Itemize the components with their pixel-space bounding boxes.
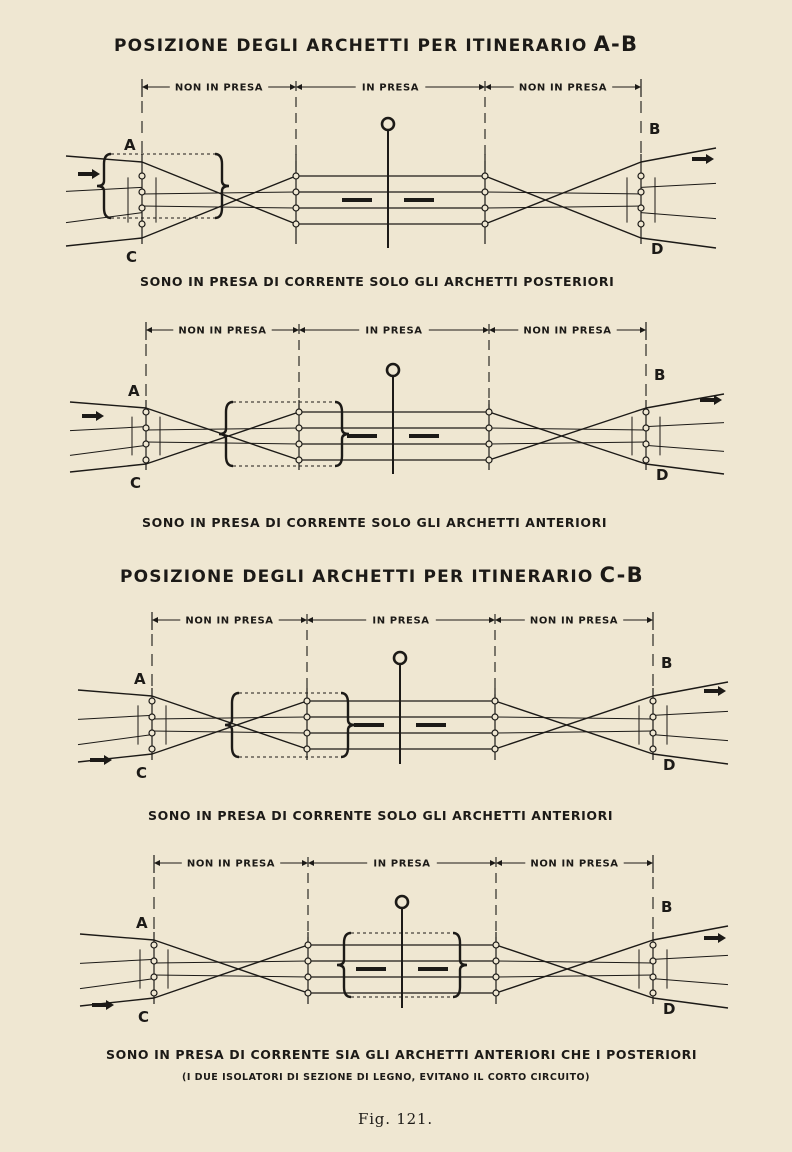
zone-in-label: IN PRESA bbox=[361, 82, 420, 94]
zone-out-right-arrowhead-right bbox=[647, 617, 653, 623]
approach-conductor-left-2 bbox=[154, 975, 308, 977]
zone-in-arrowhead-left bbox=[299, 327, 305, 333]
wire-right-mid-upper bbox=[653, 955, 728, 959]
contact-node-0-2 bbox=[143, 441, 149, 447]
caption-3: SONO IN PRESA DI CORRENTE SOLO GLI ARCHETTI ANTERIORI bbox=[148, 808, 614, 823]
wire-left-lower bbox=[66, 238, 142, 246]
zone-in-arrowhead-left bbox=[308, 860, 314, 866]
contact-node-2-3 bbox=[482, 221, 488, 227]
caption-4: SONO IN PRESA DI CORRENTE SIA GLI ARCHETTI ANTERIORI CHE I POSTERIORI bbox=[106, 1047, 698, 1062]
wire-cross-to-b bbox=[496, 940, 653, 993]
contact-node-0-2 bbox=[149, 730, 155, 736]
contact-node-2-0 bbox=[492, 698, 498, 704]
contact-node-1-0 bbox=[296, 409, 302, 415]
bow-collector-front bbox=[337, 933, 351, 997]
corner-label-a: A bbox=[136, 914, 148, 932]
contact-node-2-0 bbox=[493, 942, 499, 948]
bow-collector-rear bbox=[341, 693, 355, 757]
wire-left-mid-upper bbox=[80, 959, 154, 963]
diagram-3 bbox=[0, 598, 792, 798]
entry-arrow bbox=[92, 1000, 114, 1010]
wire-left-upper bbox=[80, 934, 154, 940]
approach-conductor-left-1 bbox=[154, 961, 308, 963]
contact-node-1-1 bbox=[296, 425, 302, 431]
wire-cross-to-d bbox=[495, 701, 653, 754]
wire-right-mid-lower bbox=[653, 735, 728, 741]
contact-node-2-2 bbox=[482, 205, 488, 211]
contact-node-0-0 bbox=[149, 698, 155, 704]
approach-conductor-right-2 bbox=[489, 442, 646, 444]
contact-node-0-1 bbox=[143, 425, 149, 431]
approach-conductor-right-1 bbox=[496, 961, 653, 963]
contact-node-2-2 bbox=[493, 974, 499, 980]
contact-node-3-3 bbox=[650, 990, 656, 996]
contact-node-1-3 bbox=[304, 746, 310, 752]
section-insulator-right bbox=[416, 723, 446, 727]
zone-in-arrowhead-right bbox=[479, 84, 485, 90]
wire-right-mid-lower bbox=[646, 445, 724, 451]
contact-node-2-3 bbox=[493, 990, 499, 996]
corner-label-d: D bbox=[656, 466, 669, 484]
contact-node-1-3 bbox=[296, 457, 302, 463]
contact-node-1-1 bbox=[304, 714, 310, 720]
bow-collector-rear bbox=[453, 933, 467, 997]
contact-node-2-1 bbox=[486, 425, 492, 431]
zone-out-right-arrowhead-left bbox=[489, 327, 495, 333]
section-insulator-right bbox=[404, 198, 434, 202]
title-text: POSIZIONE DEGLI ARCHETTI PER ITINERARIO bbox=[114, 36, 588, 56]
route-label: A-B bbox=[593, 32, 639, 56]
contact-node-3-0 bbox=[638, 173, 644, 179]
zone-in-label: IN PRESA bbox=[372, 615, 430, 627]
approach-conductor-left-2 bbox=[152, 731, 307, 733]
contact-node-1-3 bbox=[293, 221, 299, 227]
contact-node-0-2 bbox=[139, 205, 145, 211]
exit-arrow bbox=[704, 686, 726, 696]
wire-cross-to-d bbox=[489, 412, 646, 464]
contact-node-3-2 bbox=[638, 205, 644, 211]
wire-cross-to-b bbox=[489, 408, 646, 460]
title-text: POSIZIONE DEGLI ARCHETTI PER ITINERARIO bbox=[120, 567, 594, 587]
diagram-4 bbox=[0, 845, 792, 1045]
contact-node-0-3 bbox=[151, 990, 157, 996]
exit-arrow bbox=[692, 154, 714, 164]
corner-label-b: B bbox=[661, 898, 673, 916]
contact-node-2-3 bbox=[486, 457, 492, 463]
contact-node-3-2 bbox=[643, 441, 649, 447]
route-label: C-B bbox=[599, 563, 644, 587]
corner-label-c: C bbox=[138, 1008, 150, 1026]
title-route-cb bbox=[120, 563, 644, 587]
corner-label-b: B bbox=[661, 654, 673, 672]
section-insulator-right bbox=[418, 967, 448, 971]
bow-collector-front bbox=[219, 402, 233, 466]
contact-node-2-1 bbox=[493, 958, 499, 964]
contact-node-0-3 bbox=[143, 457, 149, 463]
zone-in-label: IN PRESA bbox=[365, 325, 423, 337]
wire-left-upper bbox=[78, 690, 152, 696]
zone-in-arrowhead-left bbox=[307, 617, 313, 623]
section-insulator-right bbox=[409, 434, 439, 438]
contact-node-2-1 bbox=[492, 714, 498, 720]
contact-node-1-1 bbox=[293, 189, 299, 195]
zone-out-right-arrowhead-right bbox=[647, 860, 653, 866]
contact-node-0-3 bbox=[149, 746, 155, 752]
contact-node-1-3 bbox=[305, 990, 311, 996]
zone-out-right-arrowhead-right bbox=[635, 84, 641, 90]
contact-node-1-2 bbox=[296, 441, 302, 447]
caption-2: SONO IN PRESA DI CORRENTE SOLO GLI ARCHETTI ANTERIORI bbox=[142, 515, 608, 530]
zone-out-right-arrowhead-left bbox=[485, 84, 491, 90]
approach-conductor-left-1 bbox=[146, 428, 299, 430]
corner-label-c: C bbox=[126, 248, 138, 266]
wire-cross-to-d bbox=[496, 945, 653, 998]
zone-out-left-arrowhead-right bbox=[290, 84, 296, 90]
zone-out-left-label: NON IN PRESA bbox=[178, 325, 267, 337]
zone-in-arrowhead-right bbox=[490, 860, 496, 866]
wire-left-upper bbox=[70, 402, 146, 408]
wire-right-mid-lower bbox=[641, 213, 716, 219]
exit-arrow bbox=[704, 933, 726, 943]
corner-label-c: C bbox=[130, 474, 142, 492]
contact-node-0-1 bbox=[149, 714, 155, 720]
bow-collector-front bbox=[97, 154, 111, 218]
pole-top-ring bbox=[396, 896, 408, 908]
section-insulator-left bbox=[342, 198, 372, 202]
zone-in-arrowhead-right bbox=[483, 327, 489, 333]
diagram-2 bbox=[0, 306, 792, 506]
entry-arrow bbox=[90, 755, 112, 765]
entry-arrow bbox=[82, 411, 104, 421]
contact-node-2-3 bbox=[492, 746, 498, 752]
contact-node-1-2 bbox=[305, 974, 311, 980]
zone-out-left-arrowhead-right bbox=[293, 327, 299, 333]
zone-out-right-label: NON IN PRESA bbox=[529, 615, 619, 627]
contact-node-0-0 bbox=[151, 942, 157, 948]
corner-label-a: A bbox=[124, 136, 136, 154]
wire-cross-to-b bbox=[495, 696, 653, 749]
contact-node-1-0 bbox=[305, 942, 311, 948]
contact-node-0-0 bbox=[143, 409, 149, 415]
section-insulator-left bbox=[354, 723, 384, 727]
zone-out-right-arrowhead-left bbox=[496, 860, 502, 866]
wire-cross-c-up bbox=[154, 945, 308, 998]
title-route-ab bbox=[114, 32, 638, 56]
contact-node-2-2 bbox=[486, 441, 492, 447]
contact-node-0-2 bbox=[151, 974, 157, 980]
corner-label-d: D bbox=[663, 756, 676, 774]
diagram-1 bbox=[0, 62, 792, 266]
caption-4-note: (I DUE ISOLATORI DI SEZIONE DI LEGNO, EVITANO IL CORTO CIRCUITO) bbox=[182, 1072, 590, 1083]
zone-out-right-label: NON IN PRESA bbox=[523, 325, 612, 337]
contact-node-0-3 bbox=[139, 221, 145, 227]
corner-label-b: B bbox=[654, 366, 666, 384]
zone-in-label: IN PRESA bbox=[373, 858, 431, 870]
approach-conductor-right-2 bbox=[495, 731, 653, 733]
contact-node-3-3 bbox=[643, 457, 649, 463]
corner-label-a: A bbox=[128, 382, 140, 400]
zone-out-right-label: NON IN PRESA bbox=[518, 82, 608, 94]
zone-in-arrowhead-right bbox=[489, 617, 495, 623]
contact-node-3-1 bbox=[650, 958, 656, 964]
contact-node-3-2 bbox=[650, 730, 656, 736]
contact-node-1-0 bbox=[293, 173, 299, 179]
corner-label-d: D bbox=[663, 1000, 676, 1018]
pole-top-ring bbox=[387, 364, 399, 376]
contact-node-2-0 bbox=[486, 409, 492, 415]
contact-node-0-0 bbox=[139, 173, 145, 179]
figure-label: Fig. 121. bbox=[358, 1110, 433, 1128]
contact-node-3-1 bbox=[638, 189, 644, 195]
approach-conductor-left-2 bbox=[146, 442, 299, 444]
zone-out-left-arrowhead-left bbox=[154, 860, 160, 866]
section-insulator-left bbox=[356, 967, 386, 971]
contact-node-2-2 bbox=[492, 730, 498, 736]
corner-label-d: D bbox=[651, 240, 664, 258]
zone-out-right-arrowhead-right bbox=[640, 327, 646, 333]
contact-node-3-0 bbox=[650, 698, 656, 704]
zone-out-left-arrowhead-right bbox=[301, 617, 307, 623]
contact-node-3-3 bbox=[638, 221, 644, 227]
contact-node-3-0 bbox=[650, 942, 656, 948]
pole-top-ring bbox=[382, 118, 394, 130]
wire-right-mid-upper bbox=[641, 183, 716, 187]
zone-out-left-label: NON IN PRESA bbox=[185, 615, 274, 627]
wire-cross-c-up bbox=[146, 412, 299, 464]
contact-node-3-1 bbox=[643, 425, 649, 431]
corner-label-c: C bbox=[136, 764, 148, 782]
wire-cross-a-down bbox=[152, 696, 307, 749]
wire-left-mid-upper bbox=[70, 427, 146, 431]
contact-node-2-1 bbox=[482, 189, 488, 195]
zone-out-left-label: NON IN PRESA bbox=[174, 82, 264, 94]
wire-left-mid-lower bbox=[78, 735, 152, 745]
contact-node-3-0 bbox=[643, 409, 649, 415]
corner-label-b: B bbox=[649, 120, 661, 138]
contact-node-1-2 bbox=[304, 730, 310, 736]
zone-out-left-arrowhead-left bbox=[142, 84, 148, 90]
zone-out-left-label: NON IN PRESA bbox=[186, 858, 276, 870]
wire-left-mid-lower bbox=[70, 445, 146, 455]
contact-node-3-2 bbox=[650, 974, 656, 980]
contact-node-0-1 bbox=[139, 189, 145, 195]
approach-conductor-left-1 bbox=[152, 717, 307, 719]
wire-cross-a-down bbox=[154, 940, 308, 993]
wire-left-lower bbox=[78, 754, 152, 762]
approach-conductor-right-2 bbox=[496, 975, 653, 977]
wire-right-mid-upper bbox=[646, 423, 724, 427]
zone-out-left-arrowhead-right bbox=[302, 860, 308, 866]
zone-out-right-arrowhead-left bbox=[495, 617, 501, 623]
contact-node-3-1 bbox=[650, 714, 656, 720]
contact-node-3-3 bbox=[650, 746, 656, 752]
zone-out-left-arrowhead-left bbox=[146, 327, 152, 333]
caption-1: SONO IN PRESA DI CORRENTE SOLO GLI ARCHETTI POSTERIORI bbox=[140, 274, 615, 289]
contact-node-1-2 bbox=[293, 205, 299, 211]
wire-right-mid-upper bbox=[653, 711, 728, 715]
contact-node-1-0 bbox=[304, 698, 310, 704]
zone-in-arrowhead-left bbox=[296, 84, 302, 90]
contact-node-1-1 bbox=[305, 958, 311, 964]
wire-cross-c-up bbox=[152, 701, 307, 754]
zone-out-left-arrowhead-left bbox=[152, 617, 158, 623]
approach-conductor-right-1 bbox=[489, 428, 646, 430]
zone-out-right-label: NON IN PRESA bbox=[530, 858, 619, 870]
section-insulator-left bbox=[347, 434, 377, 438]
wire-left-lower bbox=[70, 464, 146, 472]
wire-right-mid-lower bbox=[653, 979, 728, 985]
wire-left-lower bbox=[80, 998, 154, 1006]
approach-conductor-right-1 bbox=[495, 717, 653, 719]
contact-node-0-1 bbox=[151, 958, 157, 964]
entry-arrow bbox=[78, 169, 100, 179]
contact-node-2-0 bbox=[482, 173, 488, 179]
wire-left-mid-lower bbox=[80, 979, 154, 989]
corner-label-a: A bbox=[134, 670, 146, 688]
pole-top-ring bbox=[394, 652, 406, 664]
wire-left-mid-upper bbox=[78, 715, 152, 719]
